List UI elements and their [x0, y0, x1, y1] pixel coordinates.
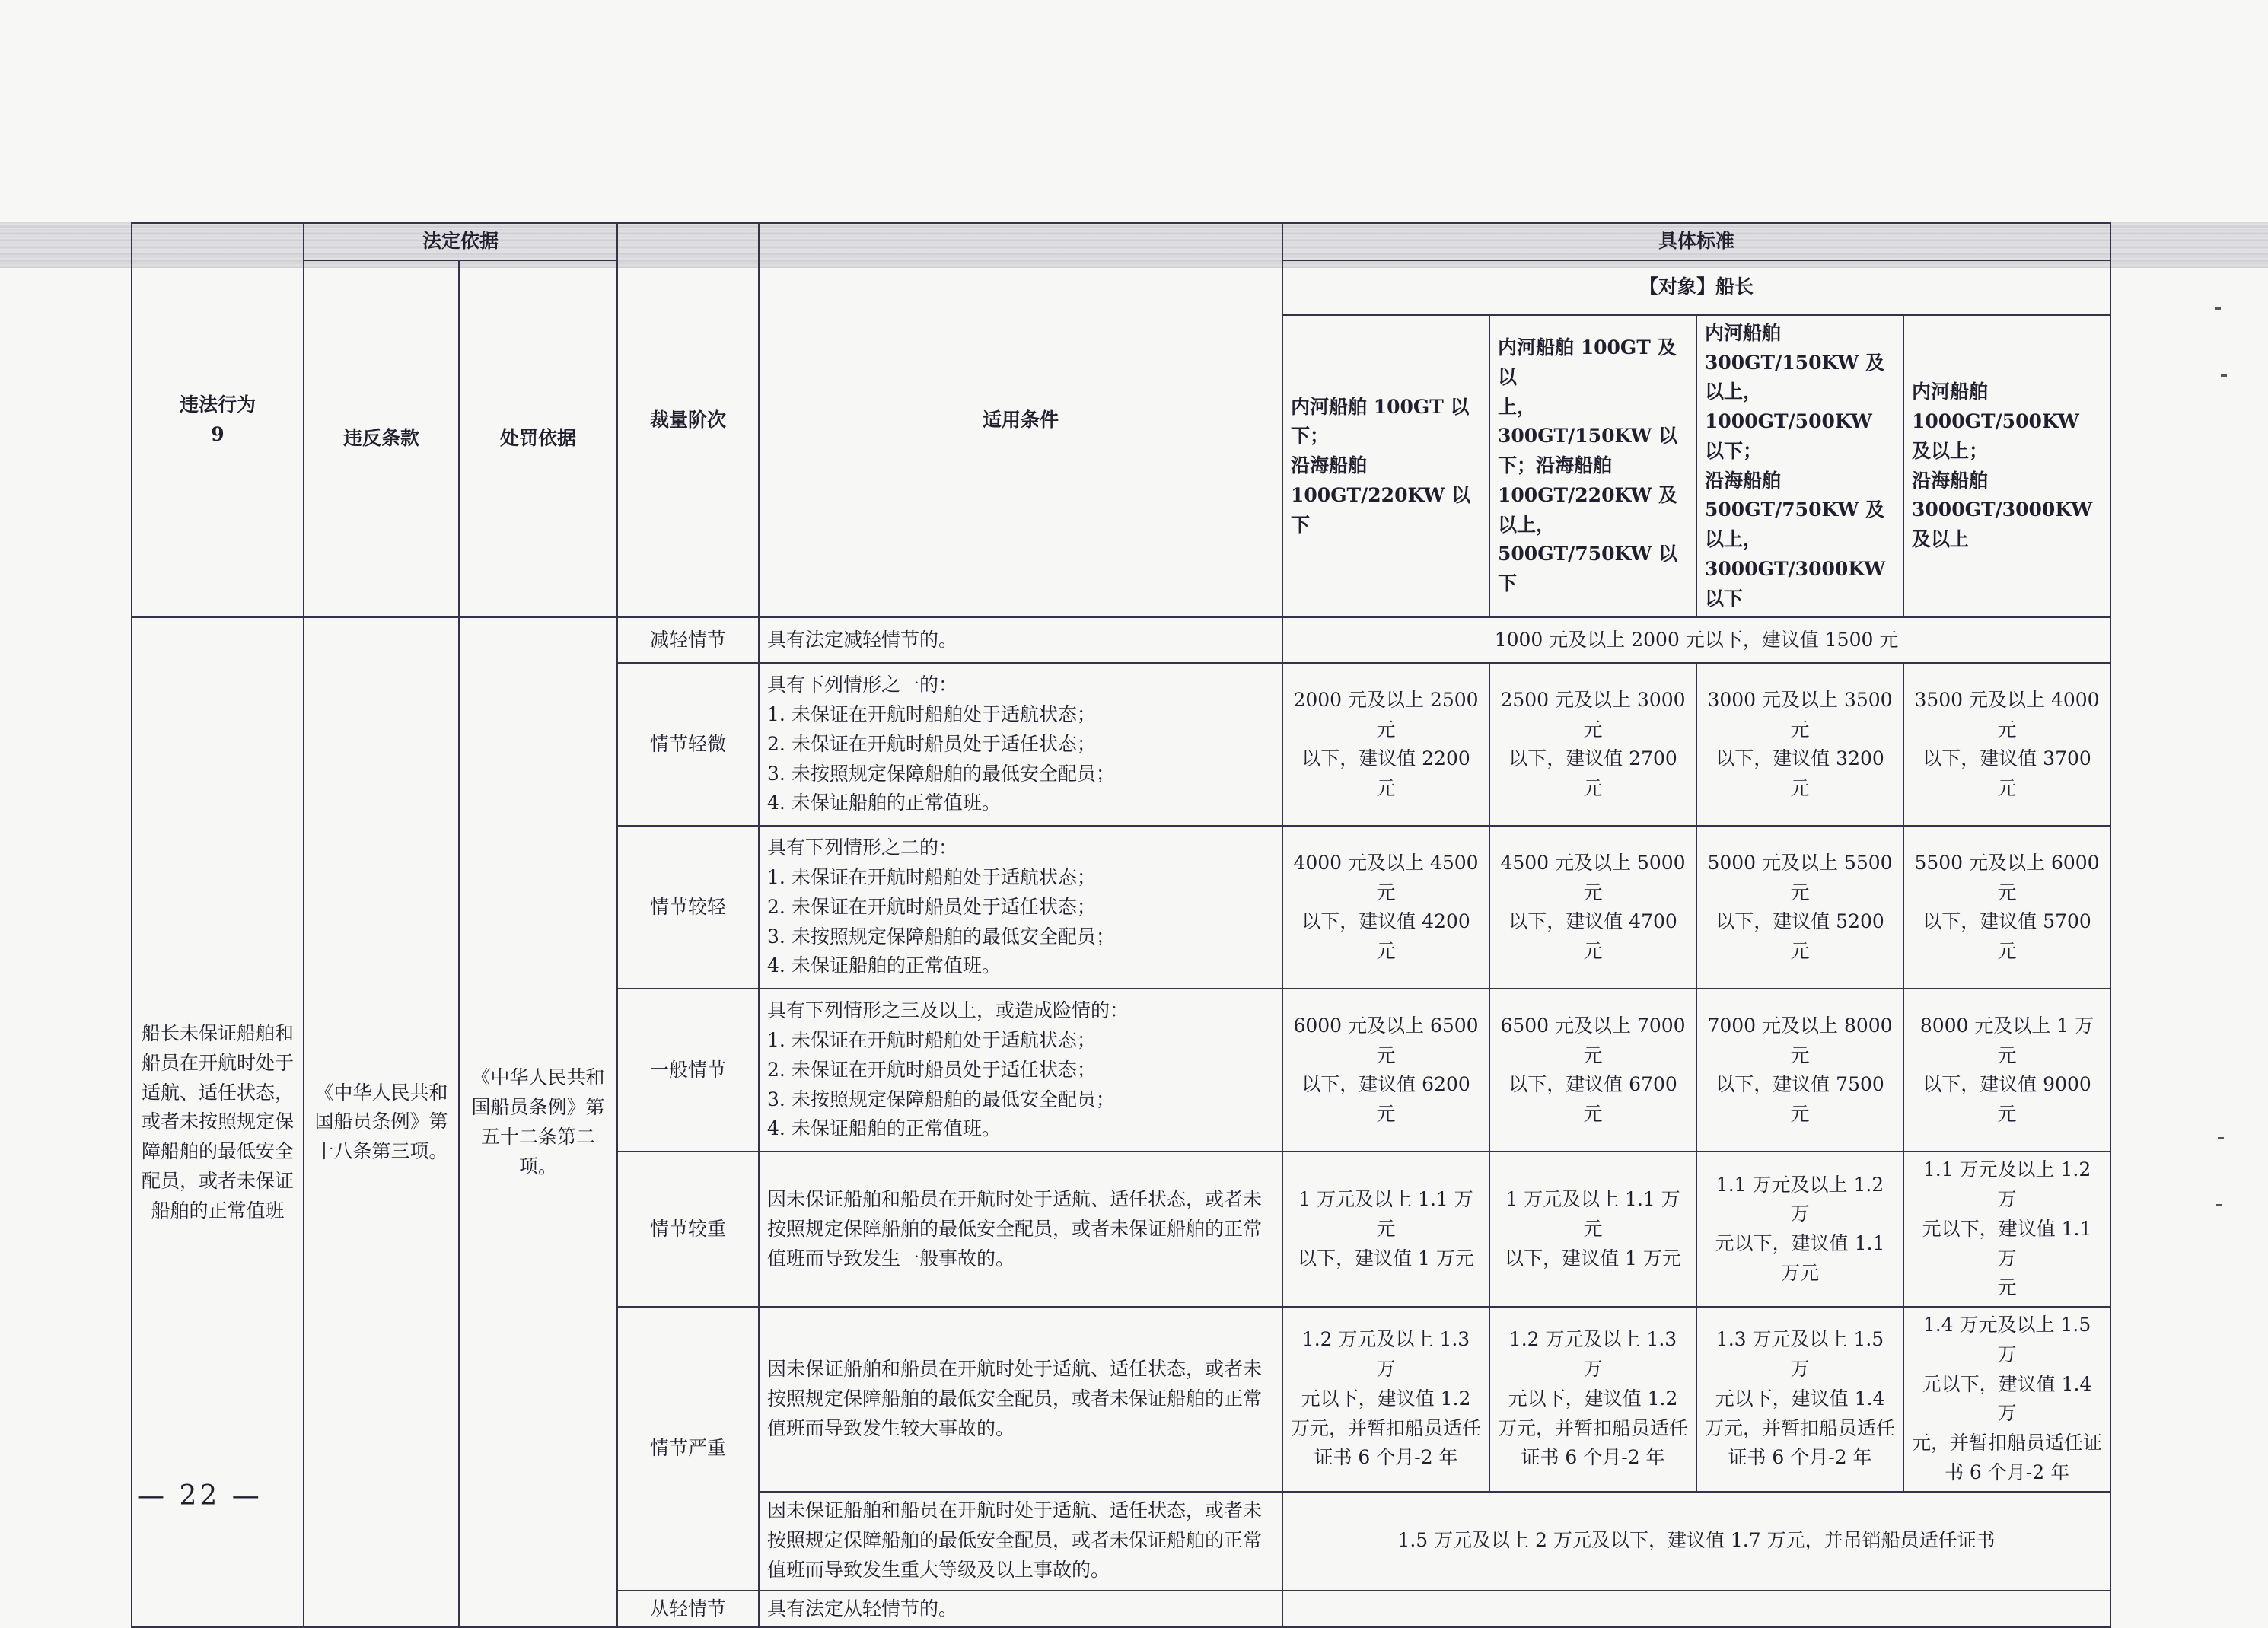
standard-heavier-tier-2: 1 万元及以上 1.1 万元 以下，建议值 1 万元	[1489, 1152, 1696, 1307]
condition-line: 4. 未保证船舶的正常值班。	[767, 1117, 1001, 1140]
standard-severe-tier-4: 1.4 万元及以上 1.5 万 元以下，建议值 1.4 万 元，并暂扣船员适任证 书 6 个月-2 年	[1903, 1307, 2110, 1492]
penalty-basis-header: 处罚依据	[459, 260, 617, 618]
tier-header-2	[1489, 315, 1696, 618]
standard-general-tier-4: 8000 元及以上 1 万元 以下，建议值 9000 元	[1903, 989, 2110, 1152]
level-light: 情节较轻	[617, 826, 759, 989]
level-lenient: 从轻情节	[617, 1591, 759, 1628]
condition-minor	[759, 663, 1282, 826]
table-row-mitigated	[132, 617, 2110, 663]
tier-1-line-3: 100GT/220KW 以下	[1291, 483, 1471, 536]
tier-3-line-2: 300GT/150KW 及以上，	[1705, 351, 1885, 403]
standard-general-tier-1: 6000 元及以上 6500 元 以下，建议值 6200 元	[1282, 989, 1489, 1152]
condition-line: 3. 未按照规定保障船舶的最低安全配员；	[767, 925, 1115, 948]
condition-mitigated: 具有法定减轻情节的。	[759, 617, 1282, 663]
page-number: — 22 —	[137, 1480, 263, 1512]
violation-number: 9	[211, 423, 225, 446]
standard-light-tier-1: 4000 元及以上 4500 元 以下，建议值 4200 元	[1282, 826, 1489, 989]
standard-heavier-tier-1: 1 万元及以上 1.1 万元 以下，建议值 1 万元	[1282, 1152, 1489, 1307]
standard-severe-tier-2: 1.2 万元及以上 1.3 万 元以下，建议值 1.2 万元，并暂扣船员适任 证书 6 个月-2 年	[1489, 1307, 1696, 1492]
level-minor: 情节轻微	[617, 663, 759, 826]
standard-minor-tier-2: 2500 元及以上 3000 元 以下，建议值 2700 元	[1489, 663, 1696, 826]
tier-header-4	[1903, 315, 2110, 618]
standard-minor-tier-3: 3000 元及以上 3500 元 以下，建议值 3200 元	[1696, 663, 1903, 826]
condition-heavier: 因未保证船舶和船员在开航时处于适航、适任状态，或者未按照规定保障船舶的最低安全配员，或者未保证船舶的正常值班而导致发生一般事故的。	[759, 1152, 1282, 1307]
level-mitigated: 减轻情节	[617, 617, 759, 663]
condition-severe-b: 因未保证船舶和船员在开航时处于适航、适任状态，或者未按照规定保障船舶的最低安全配员，或者未保证船舶的正常值班而导致发生重大等级及以上事故的。	[759, 1492, 1282, 1591]
target-header: 【对象】船长	[1282, 260, 2110, 315]
condition-line: 2. 未保证在开航时船员处于适任状态；	[767, 895, 1096, 918]
tier-header-1	[1282, 315, 1489, 618]
condition-severe-a: 因未保证船舶和船员在开航时处于适航、适任状态，或者未按照规定保障船舶的最低安全配员，或者未保证船舶的正常值班而导致发生较大事故的。	[759, 1307, 1282, 1492]
standard-mitigated: 1000 元及以上 2000 元以下，建议值 1500 元	[1282, 617, 2110, 663]
standard-heavier-tier-3: 1.1 万元及以上 1.2 万 元以下，建议值 1.1 万元	[1696, 1152, 1903, 1307]
scan-edge-mark	[2218, 1137, 2224, 1139]
tier-1-line-2: 沿海船舶	[1291, 454, 1368, 477]
specific-standards-header: 具体标准	[1282, 223, 2110, 260]
tier-1-line-1: 内河船舶 100GT 以下；	[1291, 395, 1470, 448]
level-severe: 情节严重	[617, 1307, 759, 1591]
violation-description: 船长未保证船舶和船员在开航时处于适航、适任状态，或者未按照规定保障船舶的最低安全配员，或者未保证船舶的正常值班	[132, 617, 304, 1627]
standard-general-tier-2: 6500 元及以上 7000 元 以下，建议值 6700 元	[1489, 989, 1696, 1152]
tier-3-line-4: 沿海船舶	[1705, 469, 1782, 492]
condition-line: 3. 未按照规定保障船舶的最低安全配员；	[767, 762, 1115, 785]
legal-basis-header: 法定依据	[304, 223, 617, 260]
standard-light-tier-4: 5500 元及以上 6000 元 以下，建议值 5700 元	[1903, 826, 2110, 989]
tier-3-line-6: 3000GT/3000KW 以下	[1705, 557, 1886, 610]
tier-4-line-1: 内河船舶	[1912, 381, 1989, 403]
applicable-conditions-header: 适用条件	[759, 223, 1282, 617]
condition-line: 3. 未按照规定保障船舶的最低安全配员；	[767, 1088, 1115, 1110]
tier-4-line-4: 3000GT/3000KW及以上	[1912, 499, 2093, 550]
violation-label: 违法行为	[179, 393, 256, 416]
tier-4-line-2: 1000GT/500KW 及以上；	[1912, 410, 2079, 462]
scan-edge-mark	[2215, 307, 2221, 310]
level-general: 一般情节	[617, 989, 759, 1152]
standard-severe-tier-1: 1.2 万元及以上 1.3 万 元以下，建议值 1.2 万元，并暂扣船员适任 证书 6 个月-2 年	[1282, 1307, 1489, 1492]
standard-severe-tier-3: 1.3 万元及以上 1.5 万 元以下，建议值 1.4 万元，并暂扣船员适任 证书 6 个月-2 年	[1696, 1307, 1903, 1492]
violated-clause-header: 违反条款	[304, 260, 459, 618]
standard-light-tier-3: 5000 元及以上 5500 元 以下，建议值 5200 元	[1696, 826, 1903, 989]
tier-3-line-5: 500GT/750KW 及以上，	[1705, 499, 1885, 550]
penalty-standard-table	[131, 222, 2111, 1628]
condition-lenient: 具有法定从轻情节的。	[759, 1591, 1282, 1628]
header-row-1	[132, 223, 2110, 260]
condition-line: 1. 未保证在开航时船舶处于适航状态；	[767, 1029, 1096, 1052]
tier-2-line-3: 下；沿海船舶	[1498, 454, 1613, 477]
standard-lenient	[1282, 1591, 2110, 1628]
condition-line: 具有下列情形之三及以上，或造成险情的：	[767, 999, 1129, 1022]
standard-minor-tier-4: 3500 元及以上 4000 元 以下，建议值 3700 元	[1903, 663, 2110, 826]
condition-line: 4. 未保证船舶的正常值班。	[767, 792, 1001, 814]
standard-light-tier-2: 4500 元及以上 5000 元 以下，建议值 4700 元	[1489, 826, 1696, 989]
standard-minor-tier-1: 2000 元及以上 2500 元 以下，建议值 2200 元	[1282, 663, 1489, 826]
tier-4-line-3: 沿海船舶	[1912, 469, 1989, 492]
condition-general	[759, 989, 1282, 1152]
violation-header-cell	[132, 223, 304, 617]
scan-edge-mark	[2216, 1204, 2222, 1206]
level-heavier: 情节较重	[617, 1152, 759, 1307]
condition-line: 1. 未保证在开航时船舶处于适航状态；	[767, 866, 1096, 889]
tier-2-line-1: 内河船舶 100GT 及以	[1498, 336, 1677, 388]
tier-2-line-2: 上，300GT/150KW 以	[1498, 395, 1678, 448]
condition-line: 具有下列情形之一的：	[767, 674, 958, 696]
standard-general-tier-3: 7000 元及以上 8000 元 以下，建议值 7500 元	[1696, 989, 1903, 1152]
tier-2-line-4: 100GT/220KW 及以上，	[1498, 483, 1678, 536]
tier-header-3	[1696, 315, 1903, 618]
condition-line: 4. 未保证船舶的正常值班。	[767, 954, 1001, 977]
condition-light	[759, 826, 1282, 989]
condition-line: 2. 未保证在开航时船员处于适任状态；	[767, 1058, 1096, 1081]
scan-edge-mark	[2221, 374, 2227, 377]
tier-2-line-5: 500GT/750KW 以下	[1498, 543, 1678, 595]
discretion-level-header: 裁量阶次	[617, 223, 759, 617]
standard-heavier-tier-4: 1.1 万元及以上 1.2 万 元以下，建议值 1.1 万 元	[1903, 1152, 2110, 1307]
violated-clause: 《中华人民共和国船员条例》第十八条第三项。	[304, 617, 459, 1627]
condition-line: 2. 未保证在开航时船员处于适任状态；	[767, 732, 1096, 755]
condition-line: 1. 未保证在开航时船舶处于适航状态；	[767, 703, 1096, 726]
tier-3-line-1: 内河船舶	[1705, 321, 1782, 344]
standard-severe-b: 1.5 万元及以上 2 万元及以下，建议值 1.7 万元，并吊销船员适任证书	[1282, 1492, 2110, 1591]
tier-3-line-3: 1000GT/500KW 以下；	[1705, 410, 1872, 462]
penalty-basis: 《中华人民共和国船员条例》第五十二条第二项。	[459, 617, 617, 1627]
condition-line: 具有下列情形之二的：	[767, 836, 958, 859]
